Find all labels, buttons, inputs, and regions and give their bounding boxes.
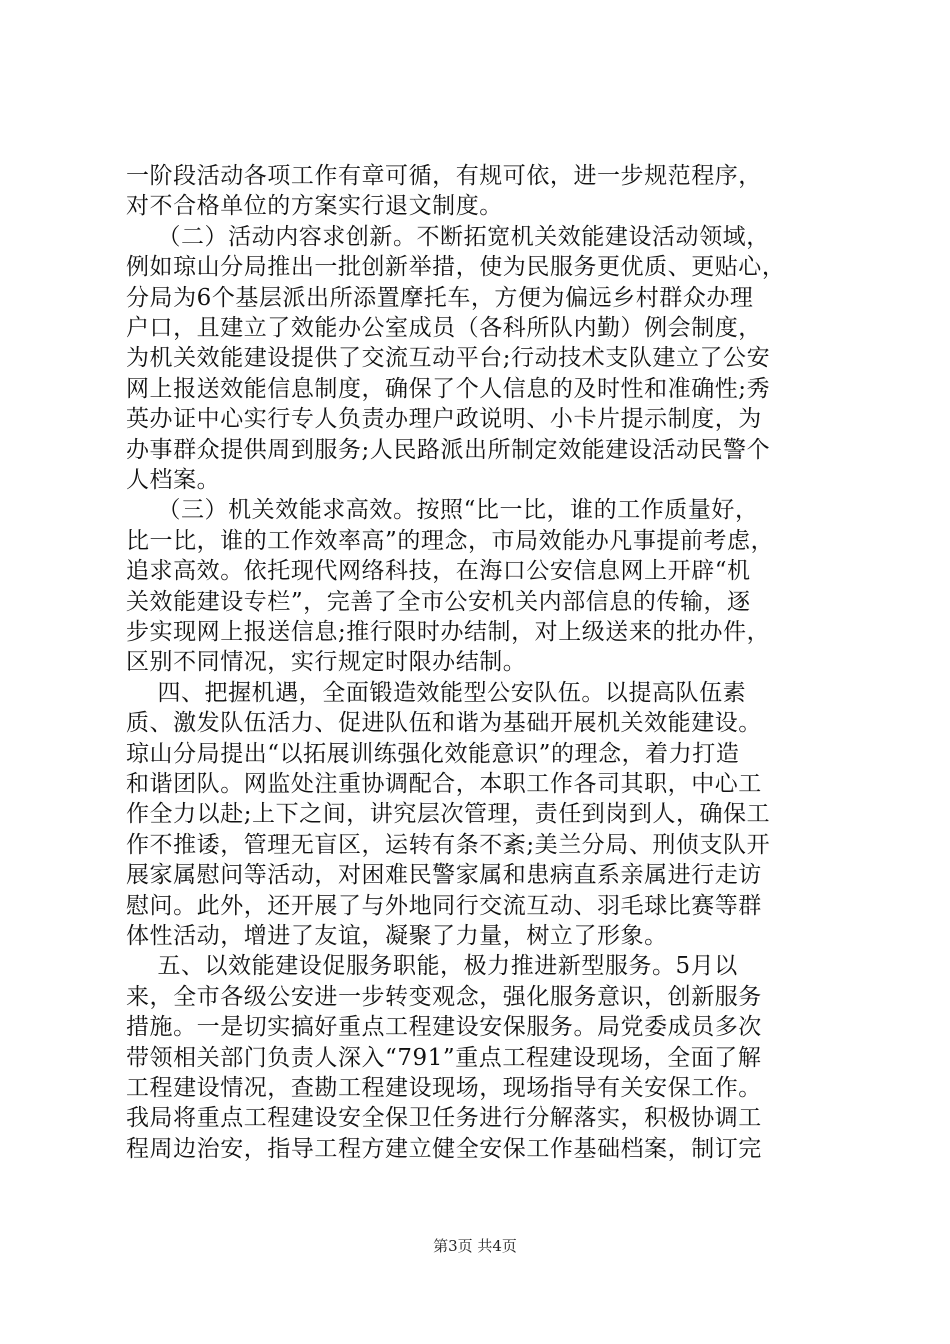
- text-line: （三）机关效能求高效。按照“比一比，谁的工作质量好，: [126, 497, 759, 524]
- text-line: 英办证中心实行专人负责办理户政说明、小卡片提示制度，为: [126, 406, 762, 433]
- text-line: 工程建设情况，查勘工程建设现场，现场指导有关安保工作。: [126, 1075, 762, 1101]
- text-line: 体性活动，增进了友谊，凝聚了力量，树立了形象。: [126, 923, 668, 949]
- text-line: 我局将重点工程建设安全保卫任务进行分解落实，积极协调工: [126, 1105, 762, 1132]
- text-line: 追求高效。依托现代网络科技，在海口公安信息网上开辟“机: [126, 558, 751, 585]
- text-line: 一阶段活动各项工作有章可循，有规可依，进一步规范程序，: [126, 163, 762, 189]
- text-line: 展家属慰问等活动，对困难民警家属和患病直系亲属进行走访: [126, 862, 762, 889]
- text-line: 措施。一是切实搞好重点工程建设安保服务。局党委成员多次: [126, 1014, 762, 1041]
- text-line: 网上报送效能信息制度，确保了个人信息的及时性和准确性;秀: [126, 375, 771, 402]
- text-line: （二）活动内容求创新。不断拓宽机关效能建设活动领域，: [126, 223, 770, 250]
- text-line: 作全力以赴;上下之间，讲究层次管理，责任到岗到人，确保工: [126, 801, 771, 828]
- text-line: 程周边治安，指导工程方建立健全安保工作基础档案，制订完: [126, 1135, 762, 1162]
- text-line: 例如琼山分局推出一批创新举措，使为民服务更优质、更贴心，: [126, 254, 786, 281]
- text-line: 四、把握机遇，全面锻造效能型公安队伍。以提高队伍素: [126, 679, 747, 706]
- page-number-footer: 第3页 共4页: [433, 1237, 517, 1255]
- text-line: 来，全市各级公安进一步转变观念，强化服务意识，创新服务: [126, 983, 762, 1010]
- text-line: 办事群众提供周到服务;人民路派出所制定效能建设活动民警个: [126, 436, 771, 463]
- text-line: 分局为6个基层派出所添置摩托车，方便为偏远乡村群众办理: [126, 284, 754, 311]
- text-line: 户口，且建立了效能办公室成员（各科所队内勤）例会制度，: [126, 315, 762, 341]
- text-line: 带领相关部门负责人深入“791”重点工程建设现场，全面了解: [126, 1044, 762, 1071]
- text-line: 作不推诿，管理无盲区，运转有条不紊;美兰分局、刑侦支队开: [126, 831, 771, 858]
- text-line: 区别不同情况，实行规定时限办结制。: [126, 649, 527, 676]
- text-line: 对不合格单位的方案实行退文制度。: [126, 193, 503, 220]
- text-line: 五、以效能建设促服务职能，极力推进新型服务。5月以: [126, 953, 738, 980]
- text-line: 关效能建设专栏”，完善了全市公安机关内部信息的传输，逐: [126, 588, 751, 615]
- text-line: 比一比，谁的工作效率高”的理念，市局效能办凡事提前考虑，: [126, 527, 775, 554]
- text-line: 步实现网上报送信息;推行限时办结制，对上级送来的批办件，: [126, 619, 771, 645]
- text-line: 和谐团队。网监处注重协调配合，本职工作各司其职，中心工: [126, 771, 762, 797]
- text-line: 慰问。此外，还开展了与外地同行交流互动、羽毛球比赛等群: [126, 892, 762, 919]
- text-line: 人档案。: [126, 467, 221, 493]
- text-line: 琼山分局提出“以拓展训练强化效能意识”的理念，着力打造: [126, 740, 740, 767]
- text-line: 为机关效能建设提供了交流互动平台;行动技术支队建立了公安: [126, 345, 771, 372]
- text-line: 质、激发队伍活力、促进队伍和谐为基础开展机关效能建设。: [126, 710, 762, 737]
